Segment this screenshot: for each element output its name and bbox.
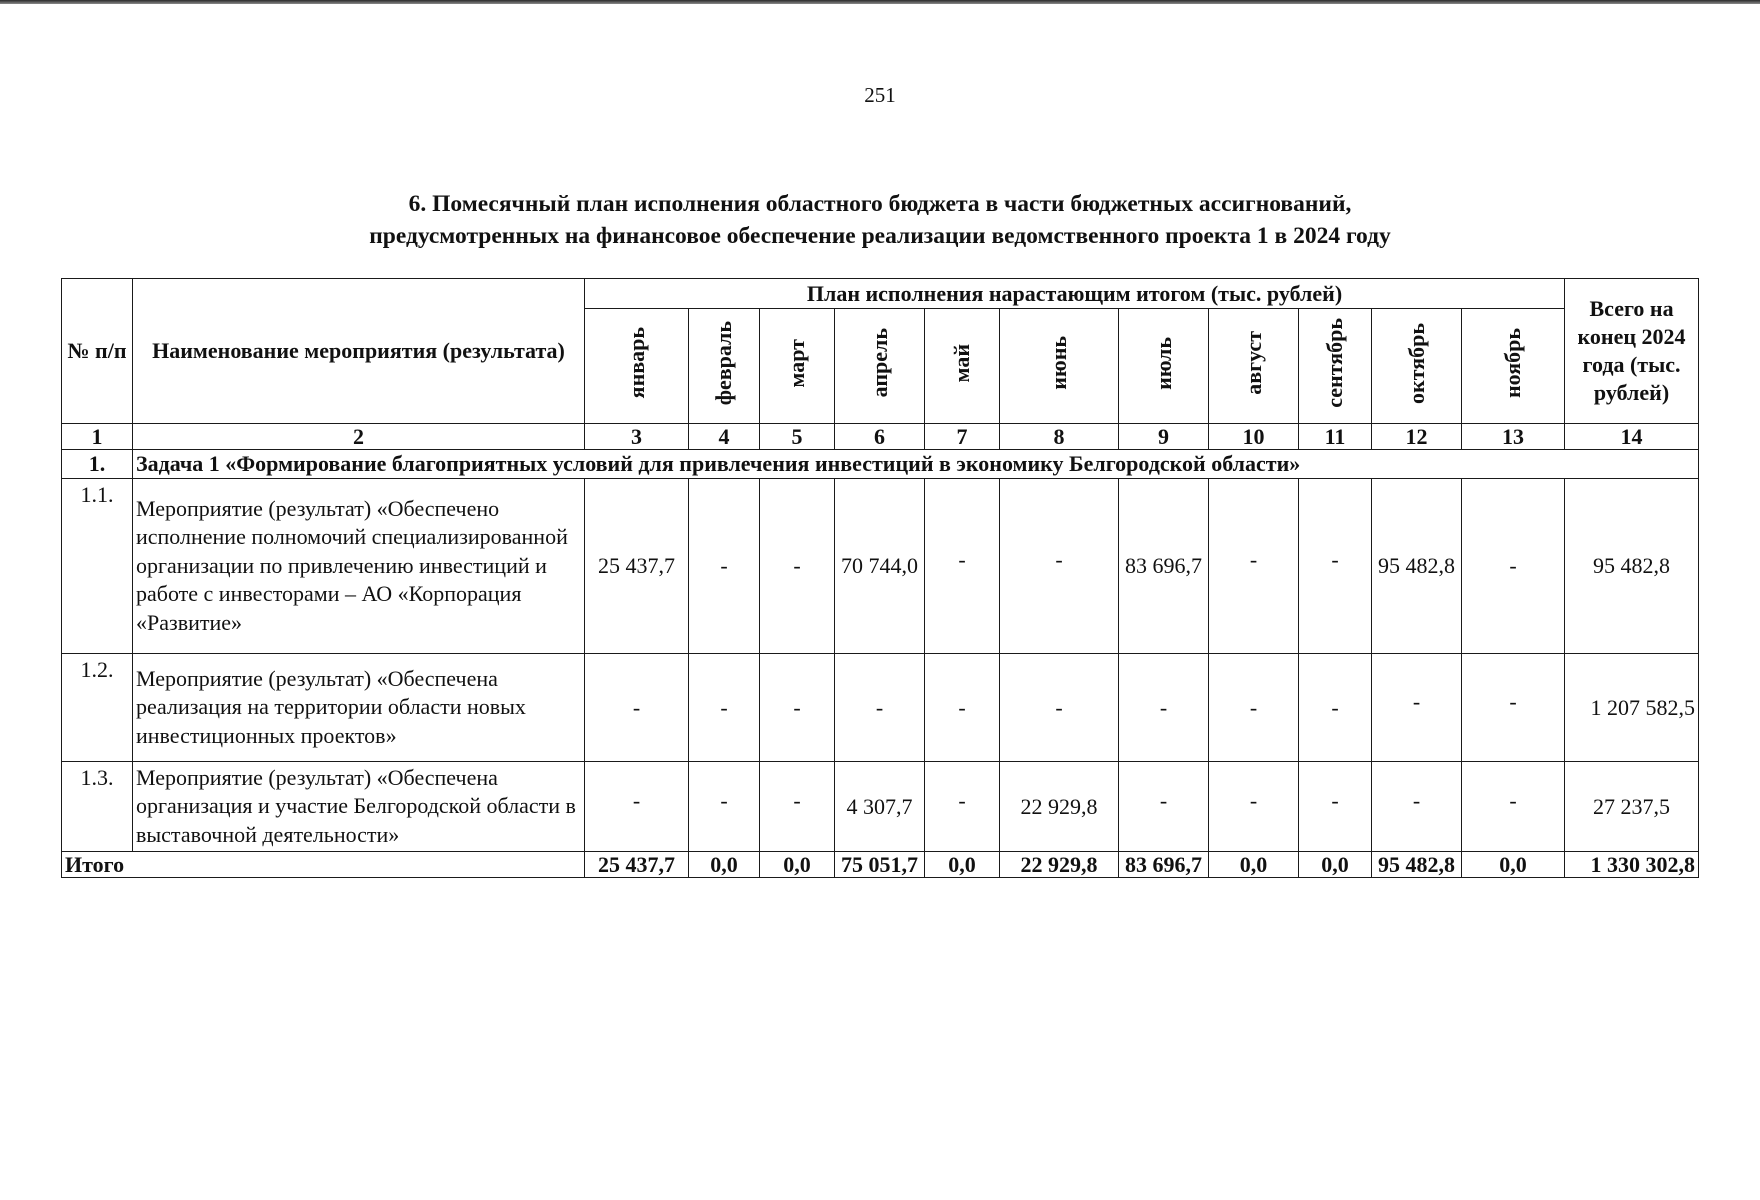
cell-february: - bbox=[689, 762, 760, 852]
budget-table bbox=[61, 278, 1699, 878]
column-number: 3 bbox=[585, 424, 689, 450]
cell-total: 95 482,8 bbox=[1565, 479, 1699, 654]
cell-june: - bbox=[1000, 654, 1119, 762]
column-number: 5 bbox=[760, 424, 835, 450]
page-number: 251 bbox=[864, 83, 896, 107]
task-row bbox=[62, 450, 1699, 479]
header-month: январь bbox=[585, 309, 689, 424]
column-number: 14 bbox=[1565, 424, 1699, 450]
header-plan: План исполнения нарастающим итогом (тыс. рублей) bbox=[585, 279, 1565, 309]
column-number: 9 bbox=[1119, 424, 1209, 450]
header-month: апрель bbox=[835, 309, 925, 424]
scan-edge bbox=[0, 0, 1760, 4]
total-june: 22 929,8 bbox=[1000, 852, 1119, 878]
cell-july: - bbox=[1119, 654, 1209, 762]
task-number: 1. bbox=[62, 450, 133, 479]
cell-september: - bbox=[1299, 654, 1372, 762]
table-row bbox=[62, 762, 1699, 852]
cell-may: - bbox=[925, 654, 1000, 762]
header-month: октябрь bbox=[1372, 309, 1462, 424]
total-august: 0,0 bbox=[1209, 852, 1299, 878]
header-month: август bbox=[1209, 309, 1299, 424]
row-name: Мероприятие (результат) «Обеспечено исполнение полномочий специализированной организации по привлечению инвестиций и работе с инвесторами – АО «Корпорация «Развитие» bbox=[133, 479, 585, 654]
table-row bbox=[62, 479, 1699, 654]
total-year: 1 330 302,8 bbox=[1565, 852, 1699, 878]
cell-april: - bbox=[835, 654, 925, 762]
total-october: 95 482,8 bbox=[1372, 852, 1462, 878]
column-number: 6 bbox=[835, 424, 925, 450]
column-number: 4 bbox=[689, 424, 760, 450]
task-title: Задача 1 «Формирование благоприятных условий для привлечения инвестиций в экономику Белгородской области» bbox=[133, 450, 1699, 479]
document-title-line-1: 6. Помесячный план исполнения областного бюджета в части бюджетных ассигнований, bbox=[408, 191, 1352, 217]
header-month: июль bbox=[1119, 309, 1209, 424]
total-label: Итого bbox=[62, 852, 585, 878]
cell-june: 22 929,8 bbox=[1000, 762, 1119, 852]
cell-march: - bbox=[760, 762, 835, 852]
cell-april: 4 307,7 bbox=[835, 762, 925, 852]
column-number: 11 bbox=[1299, 424, 1372, 450]
cell-november: - bbox=[1462, 762, 1565, 852]
column-number: 1 bbox=[62, 424, 133, 450]
cell-total: 27 237,5 bbox=[1565, 762, 1699, 852]
cell-april: 70 744,0 bbox=[835, 479, 925, 654]
cell-january: 25 437,7 bbox=[585, 479, 689, 654]
total-april: 75 051,7 bbox=[835, 852, 925, 878]
cell-october: - bbox=[1372, 762, 1462, 852]
document-title bbox=[0, 188, 1760, 252]
document-title-line-2: предусмотренных на финансовое обеспечение реализации ведомственного проекта 1 в 2024 году bbox=[369, 223, 1391, 249]
cell-january: - bbox=[585, 654, 689, 762]
row-name: Мероприятие (результат) «Обеспечена реализация на территории области новых инвестиционных проектов» bbox=[133, 654, 585, 762]
total-july: 83 696,7 bbox=[1119, 852, 1209, 878]
header-month: февраль bbox=[689, 309, 760, 424]
cell-february: - bbox=[689, 654, 760, 762]
header-month: сентябрь bbox=[1299, 309, 1372, 424]
column-number: 2 bbox=[133, 424, 585, 450]
row-number: 1.1. bbox=[62, 479, 133, 654]
total-february: 0,0 bbox=[689, 852, 760, 878]
row-name: Мероприятие (результат) «Обеспечена организация и участие Белгородской области в выставочной деятельности» bbox=[133, 762, 585, 852]
column-number: 8 bbox=[1000, 424, 1119, 450]
cell-may: - bbox=[925, 479, 1000, 654]
column-number: 13 bbox=[1462, 424, 1565, 450]
cell-september: - bbox=[1299, 479, 1372, 654]
cell-march: - bbox=[760, 479, 835, 654]
cell-total: 1 207 582,5 bbox=[1565, 654, 1699, 762]
header-month: ноябрь bbox=[1462, 309, 1565, 424]
cell-november: - bbox=[1462, 479, 1565, 654]
total-november: 0,0 bbox=[1462, 852, 1565, 878]
total-january: 25 437,7 bbox=[585, 852, 689, 878]
cell-june: - bbox=[1000, 479, 1119, 654]
cell-november: - bbox=[1462, 654, 1565, 762]
header-total: Всего на конец 2024 года (тыс. рублей) bbox=[1565, 279, 1699, 424]
total-row bbox=[62, 852, 1699, 878]
column-number-row bbox=[62, 424, 1699, 450]
header-num: № п/п bbox=[62, 279, 133, 424]
header-name: Наименование мероприятия (результата) bbox=[133, 279, 585, 424]
table-row bbox=[62, 654, 1699, 762]
header-month: март bbox=[760, 309, 835, 424]
cell-march: - bbox=[760, 654, 835, 762]
cell-august: - bbox=[1209, 762, 1299, 852]
cell-july: - bbox=[1119, 762, 1209, 852]
header-row bbox=[62, 279, 1699, 309]
cell-february: - bbox=[689, 479, 760, 654]
cell-september: - bbox=[1299, 762, 1372, 852]
cell-may: - bbox=[925, 762, 1000, 852]
cell-august: - bbox=[1209, 654, 1299, 762]
column-number: 10 bbox=[1209, 424, 1299, 450]
cell-august: - bbox=[1209, 479, 1299, 654]
total-march: 0,0 bbox=[760, 852, 835, 878]
cell-october: 95 482,8 bbox=[1372, 479, 1462, 654]
cell-july: 83 696,7 bbox=[1119, 479, 1209, 654]
total-may: 0,0 bbox=[925, 852, 1000, 878]
header-month: май bbox=[925, 309, 1000, 424]
row-number: 1.3. bbox=[62, 762, 133, 852]
cell-october: - bbox=[1372, 654, 1462, 762]
header-month: июнь bbox=[1000, 309, 1119, 424]
total-september: 0,0 bbox=[1299, 852, 1372, 878]
column-number: 12 bbox=[1372, 424, 1462, 450]
column-number: 7 bbox=[925, 424, 1000, 450]
row-number: 1.2. bbox=[62, 654, 133, 762]
cell-january: - bbox=[585, 762, 689, 852]
